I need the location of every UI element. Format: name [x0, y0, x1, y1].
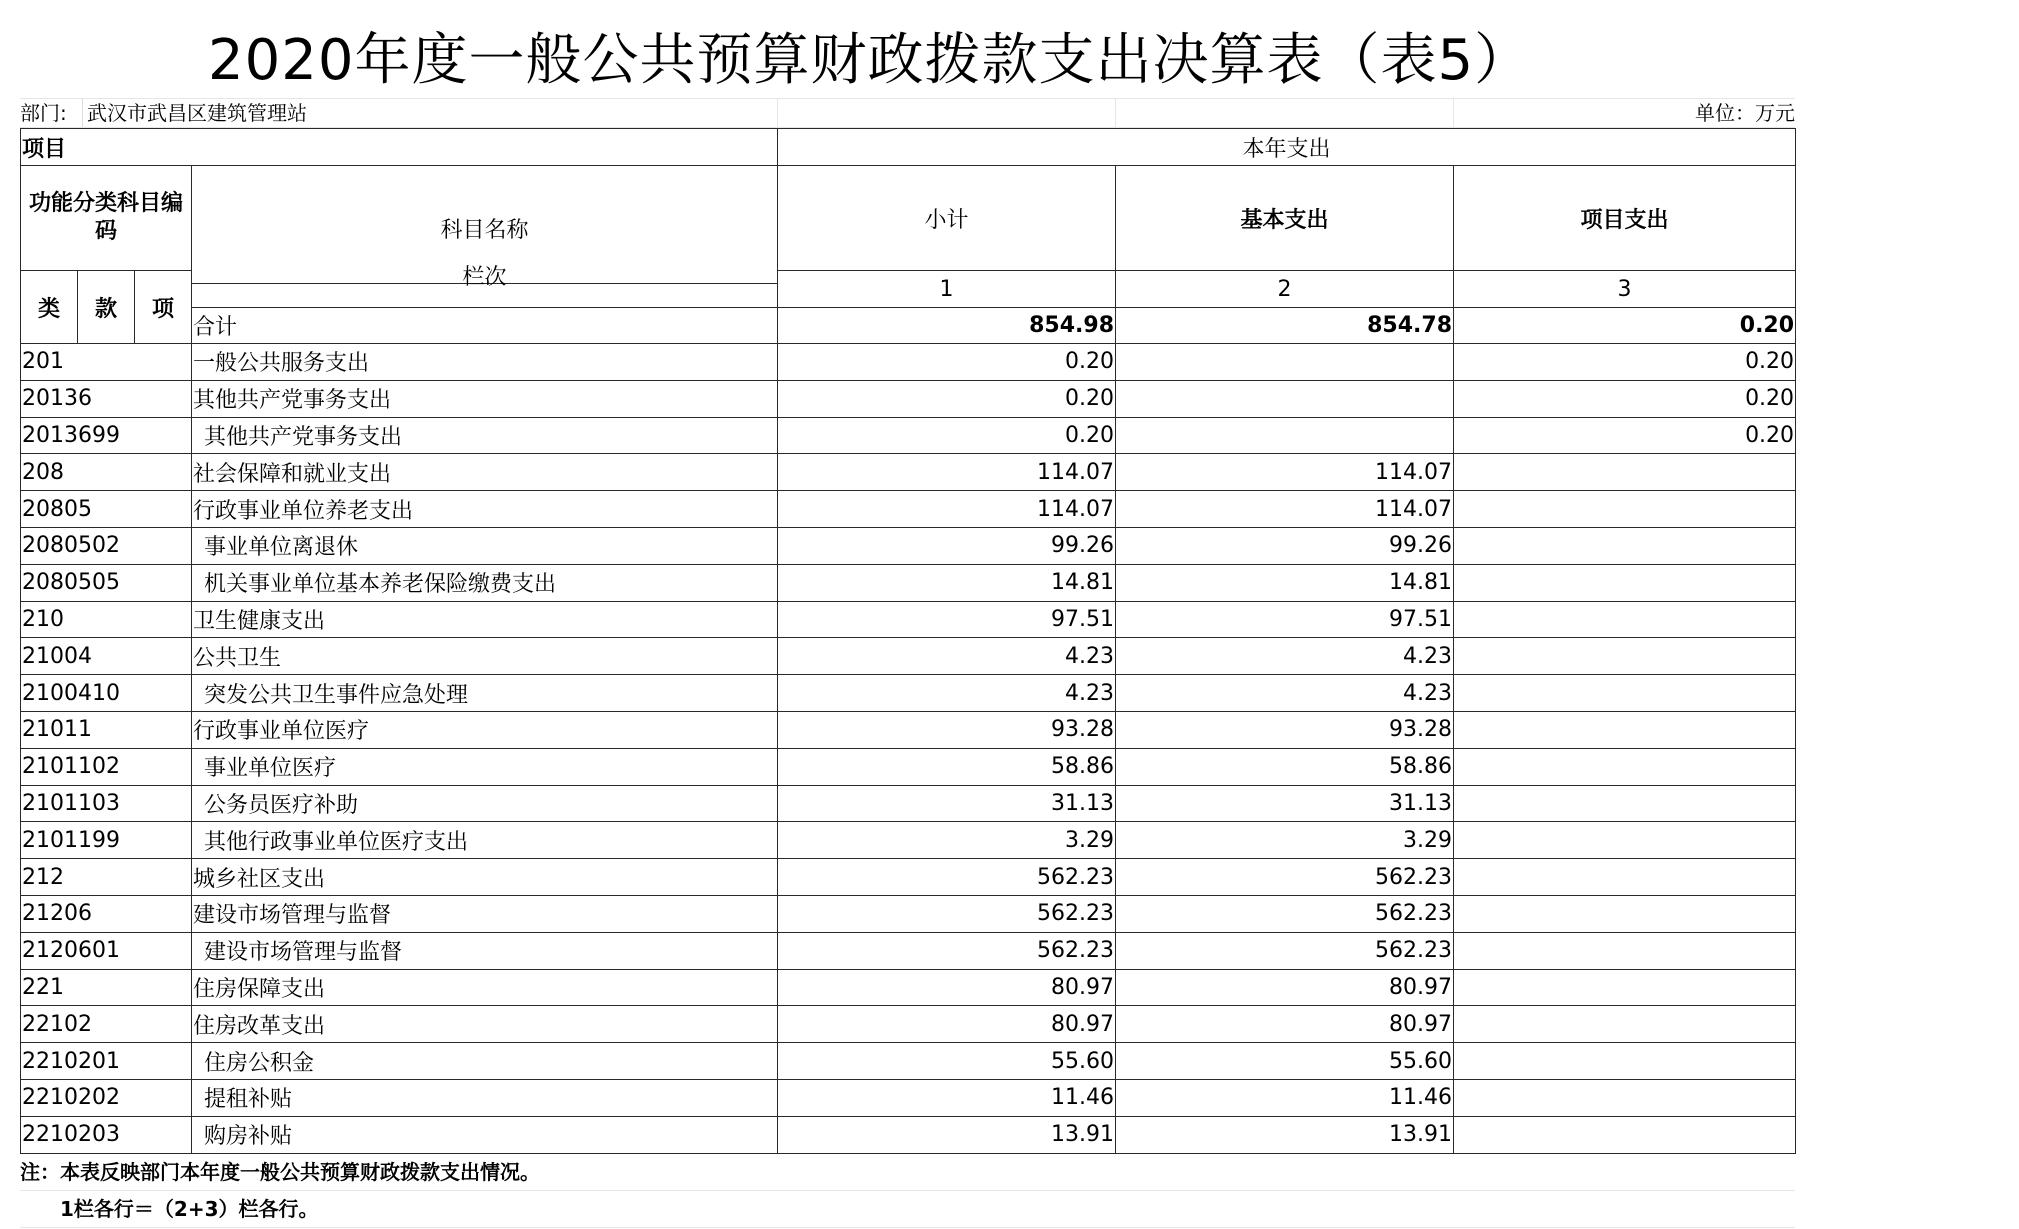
row-code: 2080505: [21, 564, 192, 601]
row-basic: 97.51: [1116, 601, 1454, 638]
row-project: [1454, 454, 1796, 491]
row-code: 21206: [21, 895, 192, 932]
row-project: 0.20: [1454, 380, 1796, 417]
row-subtotal: 80.97: [778, 969, 1116, 1006]
table-row: [21, 344, 1796, 381]
row-project: [1454, 895, 1796, 932]
row-project: 0.20: [1454, 344, 1796, 381]
table-row: [21, 417, 1796, 454]
total-project: 0.20: [1454, 308, 1796, 344]
row-basic: 4.23: [1116, 638, 1454, 675]
row-code: 2101102: [21, 748, 192, 785]
row-basic: 58.86: [1116, 748, 1454, 785]
row-project: [1454, 601, 1796, 638]
row-project: [1454, 785, 1796, 822]
department-value: 武汉市武昌区建筑管理站: [82, 99, 307, 127]
header-lei: 类: [21, 271, 78, 344]
page-title: 2020年度一般公共预算财政拨款支出决算表（表5）: [20, 20, 1795, 99]
row-basic: 80.97: [1116, 1006, 1454, 1043]
row-basic: 99.26: [1116, 527, 1454, 564]
row-project: [1454, 564, 1796, 601]
row-subtotal: 93.28: [778, 711, 1116, 748]
row-basic: 31.13: [1116, 785, 1454, 822]
table-row: [21, 564, 1796, 601]
table-row: [21, 895, 1796, 932]
row-project: [1454, 675, 1796, 712]
table-row: [21, 969, 1796, 1006]
row-name: 公务员医疗补助: [192, 785, 778, 822]
table-row: [21, 1079, 1796, 1116]
total-subtotal: 854.98: [778, 308, 1116, 344]
table-row: [21, 932, 1796, 969]
total-basic: 854.78: [1116, 308, 1454, 344]
row-subtotal: 99.26: [778, 527, 1116, 564]
table-row: [21, 859, 1796, 896]
row-name: 突发公共卫生事件应急处理: [192, 675, 778, 712]
table-row: [21, 1006, 1796, 1043]
row-subtotal: 4.23: [778, 638, 1116, 675]
row-code: 2101103: [21, 785, 192, 822]
row-code: 2210201: [21, 1043, 192, 1080]
row-code: 210: [21, 601, 192, 638]
row-project: [1454, 491, 1796, 528]
budget-sheet: [20, 20, 1795, 1228]
row-subtotal: 3.29: [778, 822, 1116, 859]
row-basic: [1116, 417, 1454, 454]
header-current-year: 本年支出: [778, 129, 1796, 166]
row-subtotal: 114.07: [778, 454, 1116, 491]
row-code: 2101199: [21, 822, 192, 859]
row-name: 社会保障和就业支出: [192, 454, 778, 491]
meta-divider: [1453, 99, 1454, 127]
table-row: [21, 1043, 1796, 1080]
row-project: [1454, 969, 1796, 1006]
meta-divider: [777, 99, 778, 127]
row-name: 提租补贴: [192, 1079, 778, 1116]
header-project: 项目支出: [1454, 166, 1796, 271]
row-name: 事业单位医疗: [192, 748, 778, 785]
row-code: 221: [21, 969, 192, 1006]
header-col3: 3: [1454, 271, 1796, 308]
row-subtotal: 562.23: [778, 859, 1116, 896]
row-name: 建设市场管理与监督: [192, 932, 778, 969]
row-project: [1454, 1043, 1796, 1080]
table-row: [21, 601, 1796, 638]
row-code: 21011: [21, 711, 192, 748]
row-name: 公共卫生: [192, 638, 778, 675]
note-line-1: 注：本表反映部门本年度一般公共预算财政拨款支出情况。: [20, 1154, 1795, 1191]
row-subtotal: 0.20: [778, 344, 1116, 381]
row-basic: 55.60: [1116, 1043, 1454, 1080]
row-basic: 114.07: [1116, 491, 1454, 528]
row-subtotal: 55.60: [778, 1043, 1116, 1080]
table-row: [21, 711, 1796, 748]
total-label: 合计: [192, 308, 778, 344]
table-row: [21, 454, 1796, 491]
row-basic: 11.46: [1116, 1079, 1454, 1116]
total-row: [21, 308, 1796, 344]
row-project: 0.20: [1454, 417, 1796, 454]
department-label: 部门:: [20, 101, 67, 125]
row-code: 212: [21, 859, 192, 896]
table-row: [21, 638, 1796, 675]
row-name: 住房公积金: [192, 1043, 778, 1080]
row-project: [1454, 748, 1796, 785]
row-subtotal: 14.81: [778, 564, 1116, 601]
row-project: [1454, 1079, 1796, 1116]
row-subtotal: 13.91: [778, 1116, 1116, 1153]
row-code: 2013699: [21, 417, 192, 454]
row-subtotal: 80.97: [778, 1006, 1116, 1043]
row-name: 建设市场管理与监督: [192, 895, 778, 932]
row-name: 其他共产党事务支出: [192, 380, 778, 417]
row-project: [1454, 932, 1796, 969]
row-basic: [1116, 380, 1454, 417]
header-subtotal: 小计: [778, 166, 1116, 271]
table-row: [21, 675, 1796, 712]
row-name: 事业单位离退休: [192, 527, 778, 564]
meta-divider: [1115, 99, 1116, 127]
row-code: 2120601: [21, 932, 192, 969]
row-project: [1454, 1006, 1796, 1043]
row-name: 住房保障支出: [192, 969, 778, 1006]
row-basic: 562.23: [1116, 859, 1454, 896]
row-subtotal: 0.20: [778, 380, 1116, 417]
row-code: 22102: [21, 1006, 192, 1043]
header-column-no: 栏次: [462, 264, 507, 290]
row-name: 城乡社区支出: [192, 859, 778, 896]
row-subtotal: 4.23: [778, 675, 1116, 712]
notes: [20, 1154, 1795, 1228]
row-basic: 13.91: [1116, 1116, 1454, 1153]
header-item: 项目: [21, 129, 778, 166]
row-subtotal: 562.23: [778, 932, 1116, 969]
row-basic: 562.23: [1116, 932, 1454, 969]
row-code: 2210203: [21, 1116, 192, 1153]
row-project: [1454, 711, 1796, 748]
header-xiang: 项: [135, 271, 192, 344]
header-subject-name: [192, 166, 778, 308]
row-basic: 114.07: [1116, 454, 1454, 491]
row-subtotal: 114.07: [778, 491, 1116, 528]
row-subtotal: 31.13: [778, 785, 1116, 822]
row-basic: 3.29: [1116, 822, 1454, 859]
header-func-code: 功能分类科目编码: [21, 166, 192, 271]
row-basic: [1116, 344, 1454, 381]
row-code: 201: [21, 344, 192, 381]
row-basic: 4.23: [1116, 675, 1454, 712]
table-row: [21, 785, 1796, 822]
row-name: 住房改革支出: [192, 1006, 778, 1043]
row-name: 其他共产党事务支出: [192, 417, 778, 454]
row-name: 一般公共服务支出: [192, 344, 778, 381]
header-kuan: 款: [78, 271, 135, 344]
row-basic: 14.81: [1116, 564, 1454, 601]
row-project: [1454, 859, 1796, 896]
unit-label: 单位：万元: [1695, 101, 1795, 125]
row-project: [1454, 527, 1796, 564]
header-col2: 2: [1116, 271, 1454, 308]
row-code: 2100410: [21, 675, 192, 712]
header-col1: 1: [778, 271, 1116, 308]
row-code: 2080502: [21, 527, 192, 564]
row-project: [1454, 1116, 1796, 1153]
row-code: 20805: [21, 491, 192, 528]
table-row: [21, 1116, 1796, 1153]
row-subtotal: 58.86: [778, 748, 1116, 785]
meta-row: [20, 99, 1795, 128]
row-basic: 562.23: [1116, 895, 1454, 932]
row-project: [1454, 638, 1796, 675]
header-basic: 基本支出: [1116, 166, 1454, 271]
table-row: [21, 491, 1796, 528]
row-code: 208: [21, 454, 192, 491]
row-name: 卫生健康支出: [192, 601, 778, 638]
table-row: [21, 822, 1796, 859]
row-basic: 93.28: [1116, 711, 1454, 748]
row-name: 购房补贴: [192, 1116, 778, 1153]
row-project: [1454, 822, 1796, 859]
row-name: 其他行政事业单位医疗支出: [192, 822, 778, 859]
row-subtotal: 562.23: [778, 895, 1116, 932]
row-subtotal: 97.51: [778, 601, 1116, 638]
row-name: 行政事业单位医疗: [192, 711, 778, 748]
note-line-2: 1栏各行＝（2+3）栏各行。: [20, 1191, 1795, 1228]
row-code: 2210202: [21, 1079, 192, 1116]
row-name: 行政事业单位养老支出: [192, 491, 778, 528]
row-code: 20136: [21, 380, 192, 417]
header-subject-name-text: 科目名称: [192, 178, 777, 284]
row-basic: 80.97: [1116, 969, 1454, 1006]
table-row: [21, 380, 1796, 417]
row-name: 机关事业单位基本养老保险缴费支出: [192, 564, 778, 601]
row-code: 21004: [21, 638, 192, 675]
table-row: [21, 748, 1796, 785]
row-subtotal: 0.20: [778, 417, 1116, 454]
table-row: [21, 527, 1796, 564]
row-subtotal: 11.46: [778, 1079, 1116, 1116]
expenditure-table: [20, 128, 1796, 1154]
